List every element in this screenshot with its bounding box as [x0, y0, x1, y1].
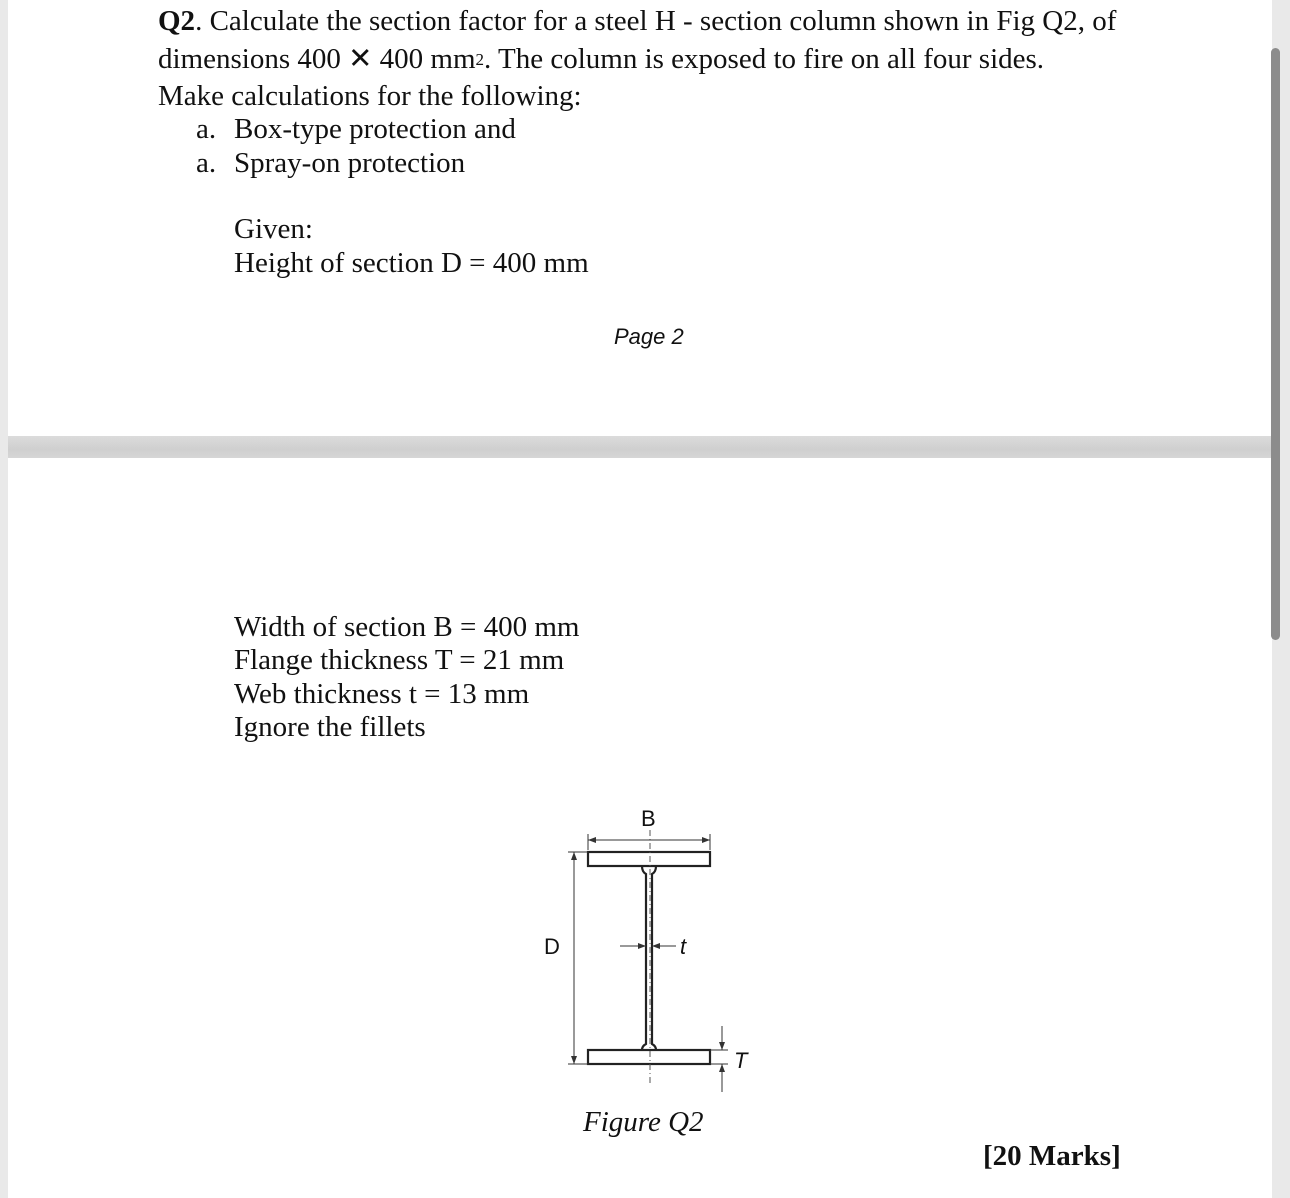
list-item — [196, 112, 516, 146]
b-arrow-left — [588, 837, 596, 843]
bottom-flange — [588, 1050, 710, 1064]
list-item-text: Box-type protection and — [234, 113, 516, 145]
question-line-2-pre: dimensions 400 ✕ 400 mm — [158, 43, 476, 75]
b-arrow-right — [702, 837, 710, 843]
given-line: Width of section B = 400 mm — [234, 611, 580, 643]
web-right-edge — [652, 866, 656, 1050]
page-footer: Page 2 — [614, 324, 684, 349]
given-heading: Given: — [234, 213, 313, 245]
t-flange-arrow-bottom — [719, 1064, 725, 1072]
h-section-figure — [530, 800, 770, 1100]
d-arrow-top — [571, 852, 577, 860]
question-line-1 — [158, 4, 1116, 38]
given-line: Height of section D = 400 mm — [234, 247, 589, 279]
given-line: Flange thickness T = 21 mm — [234, 644, 565, 676]
web-left-edge — [642, 866, 646, 1050]
given-line: Web thickness t = 13 mm — [234, 678, 530, 710]
t-arrow-left — [638, 943, 646, 949]
marks-label: [20 Marks] — [983, 1140, 1121, 1172]
label-flange-t: T — [734, 1048, 748, 1073]
label-b: B — [641, 806, 656, 831]
top-flange — [588, 852, 710, 866]
vertical-scrollbar[interactable] — [1271, 48, 1280, 640]
given-line: Ignore the fillets — [234, 711, 426, 743]
question-line-3: Make calculations for the following: — [158, 80, 582, 112]
page-gap — [8, 436, 1272, 458]
t-flange-arrow-top — [719, 1042, 725, 1050]
list-item-text: Spray-on protection — [234, 147, 466, 179]
list-item — [196, 146, 465, 180]
figure-caption: Figure Q2 — [583, 1106, 704, 1138]
label-t: t — [680, 934, 687, 959]
superscript: 2 — [475, 50, 485, 69]
d-arrow-bottom — [571, 1056, 577, 1064]
question-line-2-post: . The column is exposed to fire on all four sides. — [484, 43, 1045, 75]
question-line-1-text: . Calculate the section factor for a steel H - section column shown in Fig Q2, of — [195, 5, 1117, 37]
question-line-2 — [158, 42, 1044, 76]
t-arrow-right — [652, 943, 660, 949]
list-marker: a. — [196, 147, 217, 179]
question-number: Q2 — [158, 5, 196, 37]
label-d: D — [544, 934, 560, 959]
list-marker: a. — [196, 113, 217, 145]
